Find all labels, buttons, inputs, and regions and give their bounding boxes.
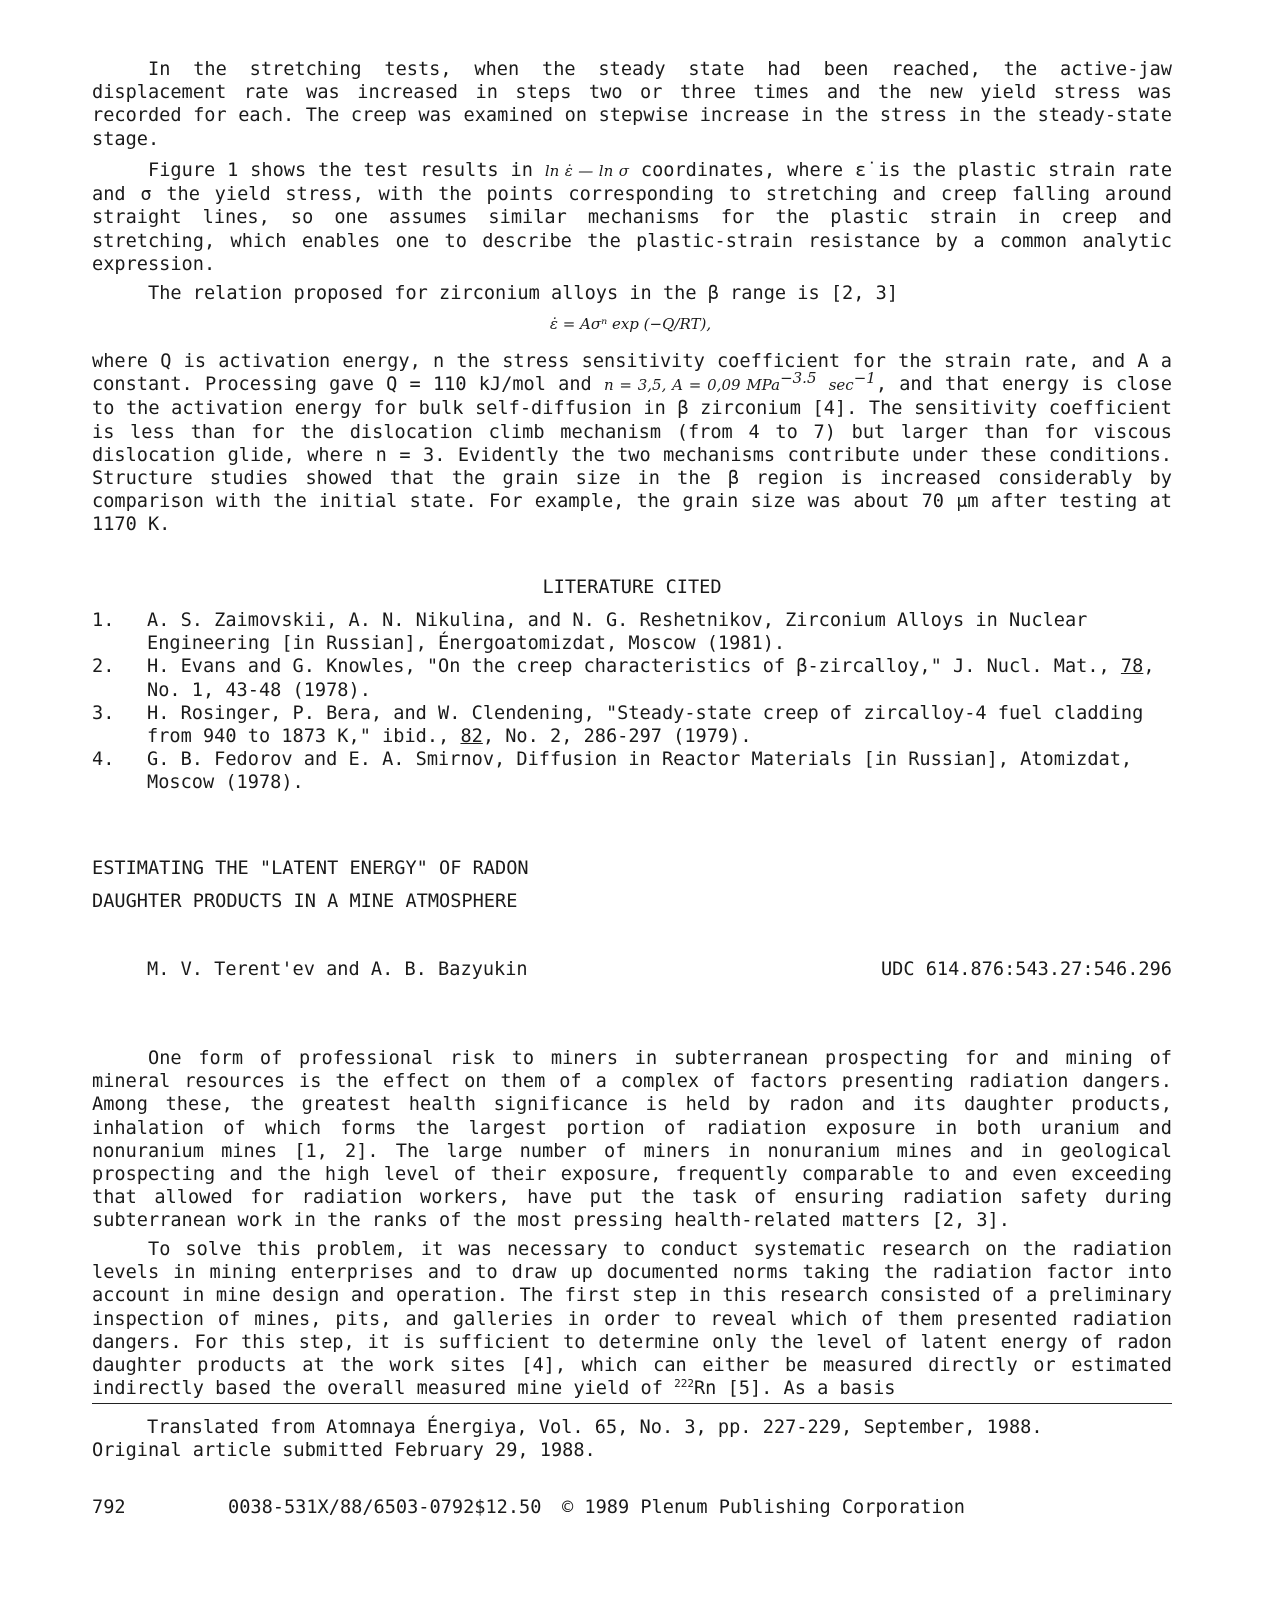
reference-number: 4.	[92, 749, 115, 771]
reference-citation-end: , No. 1, 43-48 (1978).	[147, 656, 1155, 701]
reference-text	[147, 748, 1172, 794]
p4-math-unit: sec	[828, 376, 854, 395]
udc-code: UDC 614.876:543.27:546.296	[880, 959, 1172, 980]
reference-citation: H. Rosinger, P. Bera, and W. Clendening, "Steady-state creep of zircalloy-4 fuel cladding from 940 to 1873 K," ibid.,	[147, 702, 1144, 748]
isotope-element: Rn	[693, 1378, 717, 1400]
literature-heading: LITERATURE CITED	[542, 577, 722, 598]
paragraph-activation-energy	[92, 350, 1172, 537]
footnote-line-1: Translated from Atomnaya Énergiya, Vol. 65, No. 3, pp. 227-229, September, 1988.	[147, 1417, 1043, 1438]
reference-citation: H. Evans and G. Knowles, "On the creep characteristics of β-zircalloy," J. Nucl. Mat.,	[147, 656, 1121, 678]
reference-item	[92, 655, 1172, 701]
paragraph-figure-1	[92, 159, 1172, 276]
reference-item	[92, 702, 1172, 748]
reference-citation-end: , No. 2, 286-297 (1979).	[482, 726, 752, 748]
reference-text	[147, 655, 1172, 701]
reference-item	[92, 748, 1172, 794]
reference-item	[92, 609, 1172, 655]
p4-math-constants: n = 3,5, A = 0,09 MPa	[603, 376, 781, 395]
reference-text	[147, 702, 1172, 748]
p-solve-text-a: To solve this problem, it was necessary to conduct systematic research on the radiation levels in mining enterprises and to draw up documented norms taking the radiation factor into account in mine design and operation. The first step in this research consisted of a preliminary inspection of mines, pits, and galleries in order to reveal which of them presented radiation dangers. For this step, it is sufficient to determine only the level of latent energy of radon daughter products at the work sites [4], which can either be measured directly or estimated indirectly based the overall measured mine yield of	[92, 1239, 1172, 1400]
creep-equation: ε̇ = Aσⁿ exp (−Q/RT),	[549, 315, 712, 333]
article-code: 0038-531X/88/6503-0792$12.50	[228, 1497, 542, 1518]
reference-volume: 78	[1120, 656, 1144, 678]
p2-text-b: coordinates, where ε̇ is the plastic strain rate and σ the yield stress, with the points corresponding to stretching and creep falling around straight lines, so one assumes similar mechanisms for the plastic strain in creep and stretching, which enables one to describe the plastic-strain resistance by a common analytic expression.	[92, 160, 1173, 275]
reference-number: 3.	[92, 702, 115, 724]
article-title-line-2: DAUGHTER PRODUCTS IN A MINE ATMOSPHERE	[92, 891, 518, 912]
reference-citation: A. S. Zaimovskii, A. N. Nikulina, and N. G. Reshetnikov, Zirconium Alloys in Nuclear Engineering [in Russian], Énergoatomizdat, Moscow (1981).	[147, 610, 1088, 655]
paragraph-stretching-tests: In the stretching tests, when the steady state had been reached, the active-jaw displacement rate was increased in steps two or three times and the new yield stress was recorded for each. The creep was examined on stepwise increase in the stress in the steady-state stage.	[92, 59, 1172, 150]
page-number: 792	[92, 1497, 126, 1518]
p4-math-unit-exponent: −1	[853, 369, 876, 388]
paragraph-solve-problem	[92, 1238, 1172, 1400]
authors: M. V. Terent'ev and A. B. Bazyukin	[147, 959, 528, 980]
p2-coordinates: ln ε̇ — ln σ	[544, 162, 629, 180]
p4-math-exponent: −3.5	[780, 369, 817, 388]
copyright: © 1989 Plenum Publishing Corporation	[562, 1497, 965, 1518]
p4-text-b: , and that energy is close to the activation energy for bulk self-diffusion in β zirconium [4]. The sensitivity coefficient is less than for the dislocation climb mechanism (from 4 to 7) but larger than for viscous dislocation glide, where n = 3. Evidently the two mechanisms contribute under these conditions. Structure studies showed that the grain size in the β region is increased considerably by comparison with the initial state. For example, the grain size was about 70 μm after testing at 1170 K.	[92, 374, 1172, 536]
p2-text-a: Figure 1 shows the test results in	[148, 160, 533, 181]
paragraph-professional-risk: One form of professional risk to miners in subterranean prospecting for and mining of mineral resources is the effect on them of a complex of factors presenting radiation dangers. Among these, the greatest health significance is held by radon and its daughter products, inhalation of which forms the largest portion of radiation exposure in both uranium and nonuranium mines [1, 2]. The large number of miners in nonuranium mines and in geological prospecting and the high level of their exposure, frequently comparable to and even exceeding that allowed for radiation workers, have put the task of ensuring radiation safety during subterranean work in the ranks of the most pressing health-related matters [2, 3].	[92, 1048, 1172, 1232]
reference-text	[147, 609, 1172, 655]
article-title-line-1: ESTIMATING THE "LATENT ENERGY" OF RADON	[92, 858, 529, 879]
reference-volume: 82	[460, 726, 483, 748]
reference-list	[92, 609, 1172, 795]
p4-text-a: where Q is activation energy, n the stress sensitivity coefficient for the strain rate, and A a constant. Processing gave Q = 110 kJ/mol and	[92, 351, 1172, 396]
reference-citation: G. B. Fedorov and E. A. Smirnov, Diffusion in Reactor Materials [in Russian], Atomizdat, Moscow (1978).	[147, 749, 1133, 794]
isotope-mass-number: 222	[674, 1377, 694, 1391]
reference-number: 1.	[92, 610, 115, 631]
footnote-divider	[92, 1403, 1172, 1404]
footnote-line-2: Original article submitted February 29, 1988.	[92, 1440, 596, 1461]
p-solve-text-b: [5]. As a basis	[716, 1378, 896, 1400]
reference-number: 2.	[92, 656, 115, 678]
paragraph-relation: The relation proposed for zirconium alloys in the β range is [2, 3]	[148, 283, 899, 304]
